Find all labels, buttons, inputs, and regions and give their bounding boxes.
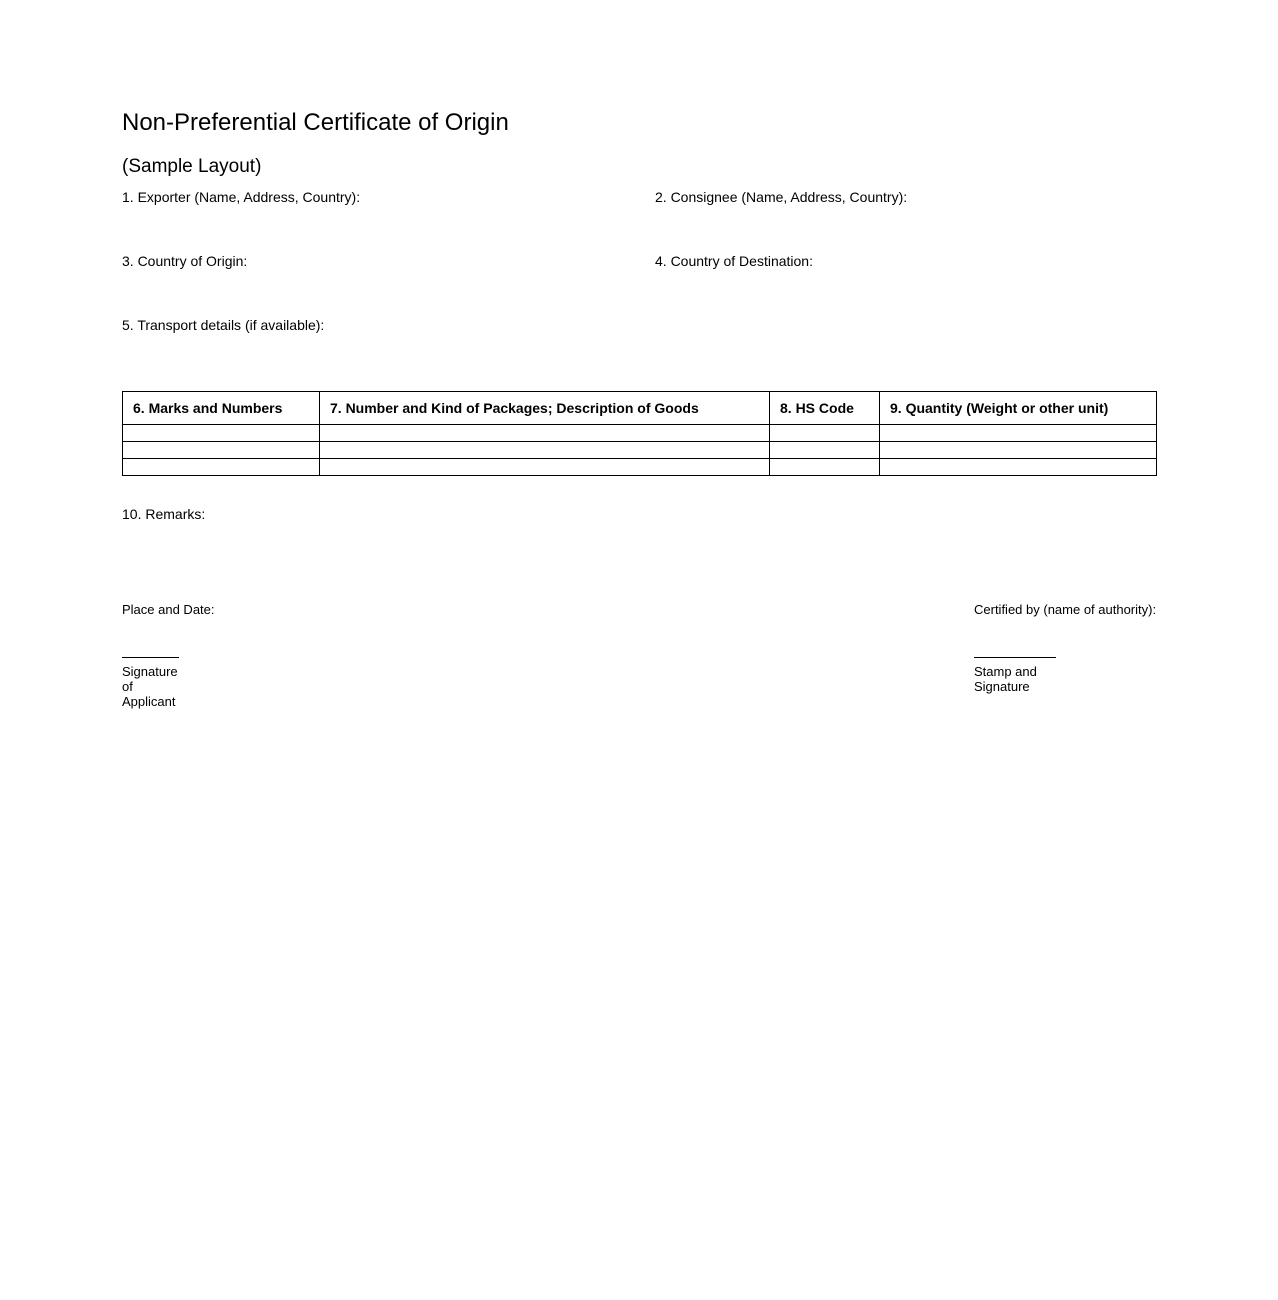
header-hs-code: 8. HS Code	[770, 392, 880, 425]
authority-signature-text-2: Signature	[974, 679, 1030, 694]
document-subtitle: (Sample Layout)	[122, 156, 262, 177]
cell-description[interactable]	[320, 459, 770, 476]
cell-hs-code[interactable]	[770, 442, 880, 459]
cell-quantity[interactable]	[880, 442, 1157, 459]
header-marks-and-numbers: 6. Marks and Numbers	[123, 392, 320, 425]
applicant-signature-text-1: Signature	[122, 664, 178, 679]
applicant-signature-text-3: Applicant	[122, 694, 176, 709]
cell-quantity[interactable]	[880, 425, 1157, 442]
cell-hs-code[interactable]	[770, 459, 880, 476]
cell-marks[interactable]	[123, 425, 320, 442]
cell-description[interactable]	[320, 442, 770, 459]
authority-signature-block	[974, 657, 1056, 694]
goods-table	[122, 391, 1157, 476]
consignee-label: 2. Consignee (Name, Address, Country):	[655, 189, 908, 205]
table-row	[123, 442, 1157, 459]
cell-marks[interactable]	[123, 442, 320, 459]
applicant-signature-line[interactable]	[122, 657, 179, 658]
table-row	[123, 425, 1157, 442]
cell-marks[interactable]	[123, 459, 320, 476]
transport-details-label: 5. Transport details (if available):	[122, 317, 325, 333]
cell-hs-code[interactable]	[770, 425, 880, 442]
cell-quantity[interactable]	[880, 459, 1157, 476]
table-header-row	[123, 392, 1157, 425]
authority-signature-line[interactable]	[974, 657, 1056, 658]
country-of-origin-label: 3. Country of Origin:	[122, 253, 248, 269]
document-title: Non-Preferential Certificate of Origin	[122, 109, 509, 136]
authority-signature-text-1: Stamp and	[974, 664, 1037, 679]
remarks-label: 10. Remarks:	[122, 506, 206, 522]
table-row	[123, 459, 1157, 476]
certified-by-label: Certified by (name of authority):	[974, 602, 1157, 617]
cell-description[interactable]	[320, 425, 770, 442]
header-packages-description: 7. Number and Kind of Packages; Description of Goods	[320, 392, 770, 425]
applicant-signature-text-2: of	[122, 679, 133, 694]
place-and-date-label: Place and Date:	[122, 602, 215, 617]
header-quantity: 9. Quantity (Weight or other unit)	[880, 392, 1157, 425]
exporter-label: 1. Exporter (Name, Address, Country):	[122, 189, 361, 205]
country-of-destination-label: 4. Country of Destination:	[655, 253, 813, 269]
applicant-signature-block	[122, 657, 179, 709]
